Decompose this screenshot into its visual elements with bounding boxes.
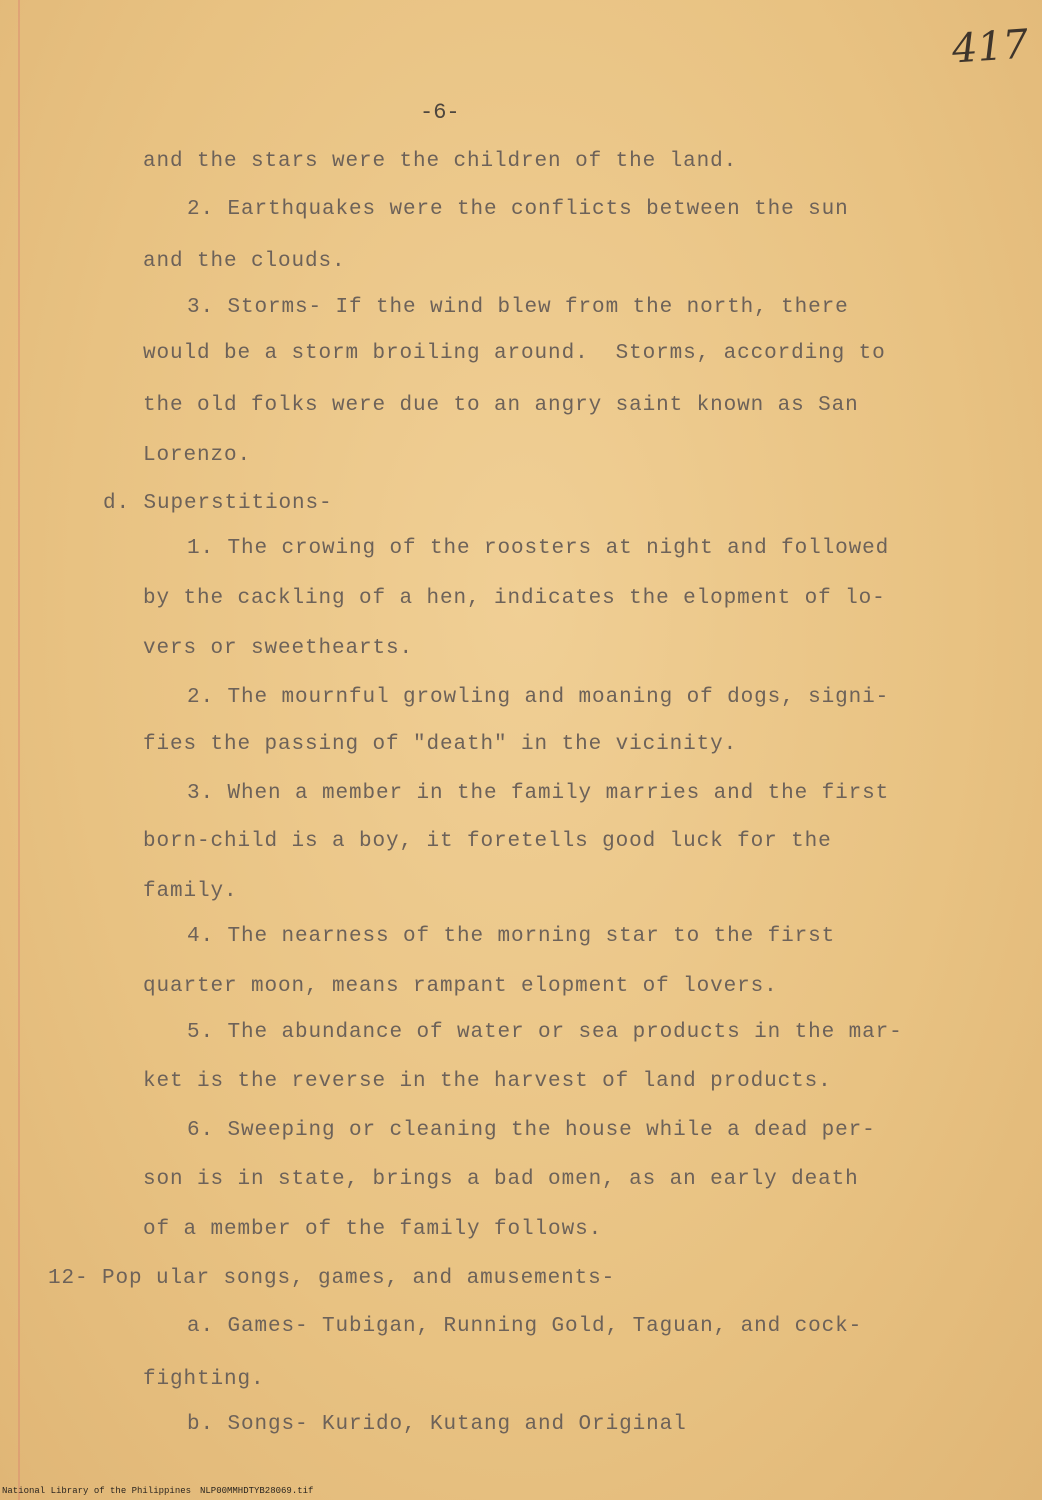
text-line: 2. The mournful growling and moaning of dogs, signi-	[187, 686, 890, 709]
text-line: 1. The crowing of the roosters at night and followed	[187, 537, 890, 560]
text-line: 2. Earthquakes were the conflicts between the sun	[187, 198, 849, 221]
text-line: fighting.	[143, 1368, 265, 1391]
text-line: son is in state, brings a bad omen, as an early death	[143, 1168, 859, 1191]
text-line: quarter moon, means rampant elopment of lovers.	[143, 975, 778, 998]
section-heading: 12- Pop ular songs, games, and amusements-	[48, 1267, 616, 1290]
section-heading: d. Superstitions-	[103, 492, 333, 515]
text-line: Lorenzo.	[143, 444, 252, 467]
text-line: a. Games- Tubigan, Running Gold, Taguan, and cock-	[187, 1315, 863, 1338]
page-number: -6-	[420, 100, 460, 125]
text-line: the old folks were due to an angry saint known as San	[143, 394, 859, 417]
text-line: ket is the reverse in the harvest of land products.	[143, 1070, 832, 1093]
text-line: family.	[143, 880, 238, 903]
footer-file-id: NLP00MMHDTYB28069.tif	[200, 1486, 314, 1496]
text-line: 5. The abundance of water or sea products in the mar-	[187, 1021, 903, 1044]
text-line: 3. When a member in the family marries and the first	[187, 782, 890, 805]
footer-library: National Library of the Philippines	[2, 1486, 192, 1496]
text-line: fies the passing of "death" in the vicinity.	[143, 733, 738, 756]
text-line: of a member of the family follows.	[143, 1218, 603, 1241]
text-line: vers or sweethearts.	[143, 637, 414, 660]
text-line: 4. The nearness of the morning star to the first	[187, 925, 836, 948]
text-line: by the cackling of a hen, indicates the elopment of lo-	[143, 587, 886, 610]
text-line: would be a storm broiling around. Storms, according to	[143, 342, 886, 365]
text-line: b. Songs- Kurido, Kutang and Original	[187, 1413, 687, 1436]
text-line: born-child is a boy, it foretells good luck for the	[143, 830, 832, 853]
text-line: and the clouds.	[143, 250, 346, 273]
text-line: and the stars were the children of the land.	[143, 150, 738, 173]
folio-number: 417	[950, 21, 1030, 73]
text-line: 6. Sweeping or cleaning the house while a dead per-	[187, 1119, 876, 1142]
text-line: 3. Storms- If the wind blew from the north, there	[187, 296, 849, 319]
margin-rule	[18, 0, 20, 1500]
